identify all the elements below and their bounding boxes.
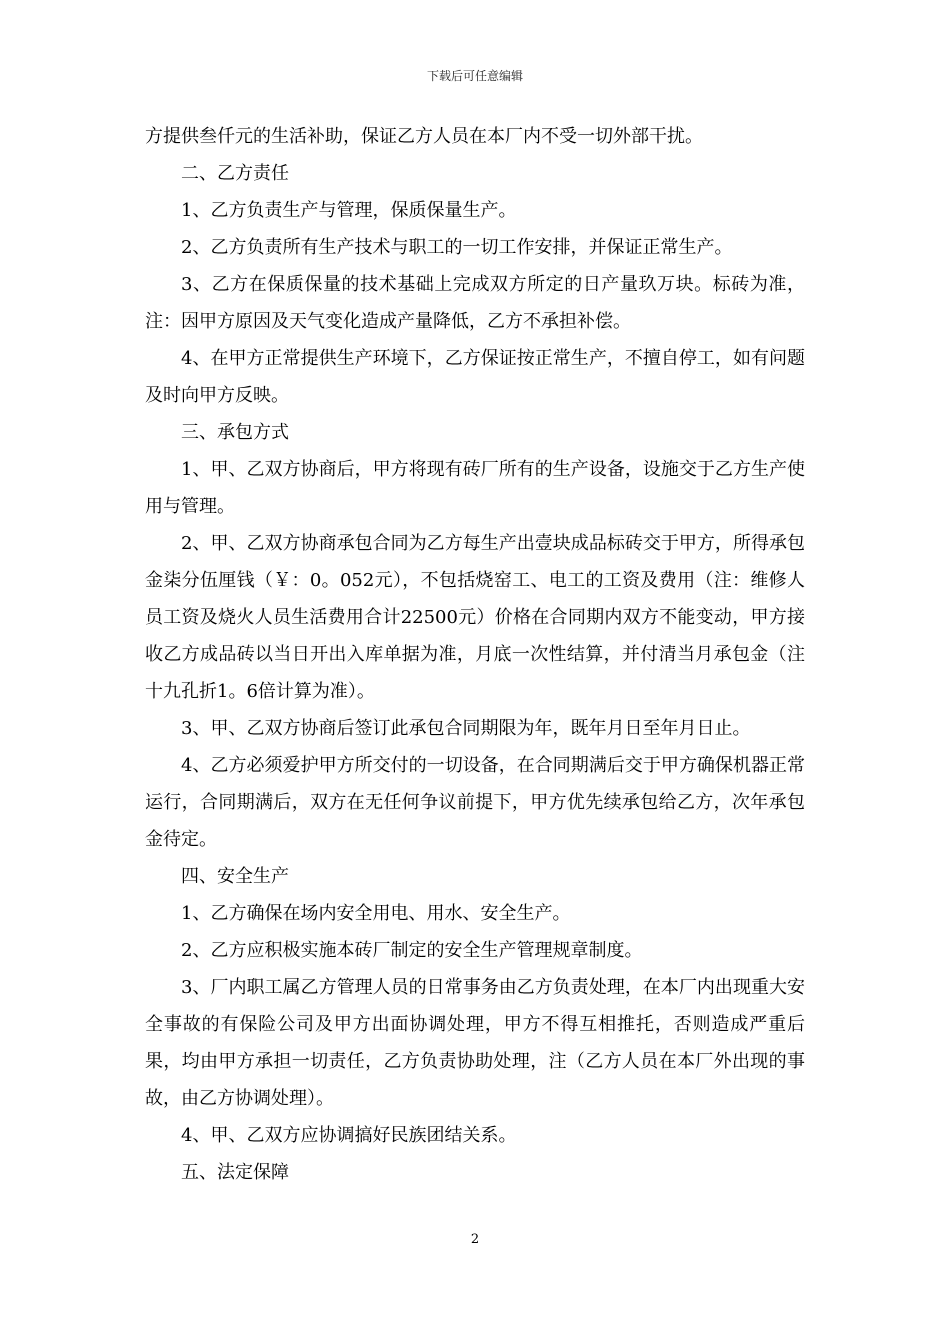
clause-3-3: 3、甲、乙双方协商后签订此承包合同期限为年，既年月日至年月日止。 [181,718,751,739]
clause-2-3: 3、乙方在保质保量的技术基础上完成双方所定的日产量玖万块。标砖为准，注：因甲方原因及天气变化造成产量降低，乙方不承担补偿。 [145,274,805,332]
clause-3-4: 4、乙方必须爱护甲方所交付的一切设备，在合同期满后交于甲方确保机器正常运行，合同期满后，双方在无任何争议前提下，甲方优先续承包给乙方，次年承包金待定。 [145,755,805,850]
section-heading-party-b-duties: 二、乙方责任 [181,163,289,184]
clause-3-2: 2、甲、乙双方协商承包合同为乙方每生产出壹块成品标砖交于甲方，所得承包金柒分伍厘钱（￥：0。052元），不包括烧窑工、电工的工资及费用（注：维修人员工资及烧火人员生活费用合计22500元）价格在合同期内双方不能变动，甲方接收乙方成品砖以当日开出入库单据为准，月底一次性结算，并付清当月承包金（注十九孔折1。6倍计算为准）。 [145,533,805,702]
clause-4-3: 3、厂内职工属乙方管理人员的日常事务由乙方负责处理，在本厂内出现重大安全事故的有保险公司及甲方出面协调处理，甲方不得互相推托，否则造成严重后果，均由甲方承担一切责任，乙方负责协助处理，注（乙方人员在本厂外出现的事故，由乙方协调处理）。 [145,977,805,1109]
section-heading-safety: 四、安全生产 [181,866,289,887]
section-heading-contract-method: 三、承包方式 [181,422,289,443]
document-body [145,118,805,1191]
clause-4-2: 2、乙方应积极实施本砖厂制定的安全生产管理规章制度。 [181,940,643,961]
clause-4-4: 4、甲、乙双方应协调搞好民族团结关系。 [181,1125,517,1146]
clause-4-1: 1、乙方确保在场内安全用电、用水、安全生产。 [181,903,571,924]
paragraph-continuation: 方提供叁仟元的生活补助，保证乙方人员在本厂内不受一切外部干扰。 [145,126,703,147]
page-header: 下载后可任意编辑 [426,69,523,83]
page-number: 2 [470,1232,480,1247]
clause-2-4: 4、在甲方正常提供生产环境下，乙方保证按正常生产，不擅自停工，如有问题及时向甲方反映。 [145,348,805,406]
clause-2-2: 2、乙方负责所有生产技术与职工的一切工作安排，并保证正常生产。 [181,237,733,258]
clause-3-1: 1、甲、乙双方协商后，甲方将现有砖厂所有的生产设备，设施交于乙方生产使用与管理。 [145,459,805,517]
clause-2-1: 1、乙方负责生产与管理，保质保量生产。 [181,200,517,221]
section-heading-legal-guarantee: 五、法定保障 [181,1162,289,1183]
